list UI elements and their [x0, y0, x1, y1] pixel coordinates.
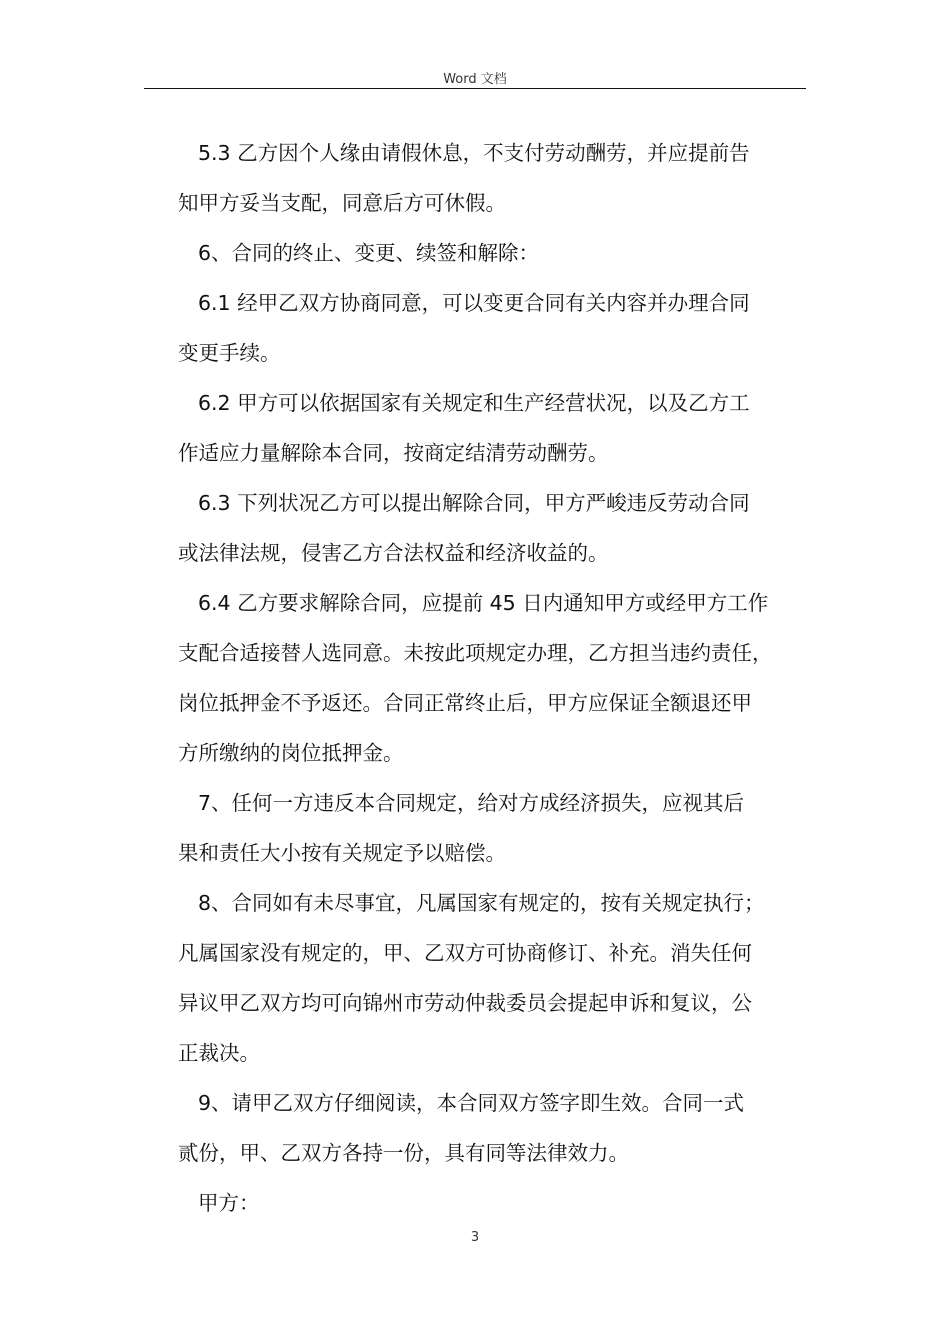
- paragraph-line: 果和责任大小按有关规定予以赔偿。: [178, 841, 506, 865]
- paragraph: [178, 778, 796, 878]
- page-number: 3: [470, 1230, 480, 1245]
- page-header-title: Word 文档: [443, 72, 507, 87]
- paragraph-line: 9、请甲乙双方仔细阅读，本合同双方签字即生效。合同一式: [198, 1091, 745, 1115]
- paragraph-line: 作适应力量解除本合同，按商定结清劳动酬劳。: [178, 441, 609, 465]
- paragraph: [178, 228, 796, 278]
- paragraph-line: 6.1 经甲乙双方协商同意，可以变更合同有关内容并办理合同: [198, 291, 750, 315]
- paragraph-line: 岗位抵押金不予返还。合同正常终止后，甲方应保证全额退还甲: [178, 691, 752, 715]
- paragraph-line: 变更手续。: [178, 341, 281, 365]
- paragraph-line: 知甲方妥当支配，同意后方可休假。: [178, 191, 506, 215]
- paragraph: [178, 128, 796, 228]
- paragraph-line: 正裁决。: [178, 1041, 260, 1065]
- paragraph-line: 贰份，甲、乙双方各持一份，具有同等法律效力。: [178, 1141, 629, 1165]
- paragraph-line: 6.3 下列状况乙方可以提出解除合同，甲方严峻违反劳动合同: [198, 491, 750, 515]
- paragraph-line: 6、合同的终止、变更、续签和解除：: [198, 241, 540, 265]
- paragraph-line: 异议甲乙双方均可向锦州市劳动仲裁委员会提起申诉和复议，公: [178, 991, 752, 1015]
- paragraph: [178, 878, 796, 1078]
- paragraph-line: 凡属国家没有规定的，甲、乙双方可协商修订、补充。消失任何: [178, 941, 752, 965]
- paragraph: [178, 478, 796, 578]
- header-divider: [144, 88, 806, 89]
- paragraph-line: 5.3 乙方因个人缘由请假休息，不支付劳动酬劳，并应提前告: [198, 141, 750, 165]
- paragraph-line: 或法律法规，侵害乙方合法权益和经济收益的。: [178, 541, 609, 565]
- paragraph-line: 8、合同如有未尽事宜，凡属国家有规定的，按有关规定执行；: [198, 891, 765, 915]
- paragraph: [178, 378, 796, 478]
- paragraph-line: 支配合适接替人选同意。未按此项规定办理，乙方担当违约责任，: [178, 641, 773, 665]
- paragraph-line: 6.2 甲方可以依据国家有关规定和生产经营状况，以及乙方工: [198, 391, 750, 415]
- paragraph: [178, 278, 796, 378]
- paragraph-line: 6.4 乙方要求解除合同，应提前 45 日内通知甲方或经甲方工作: [198, 591, 769, 615]
- paragraph-line: 7、任何一方违反本合同规定，给对方成经济损失，应视其后: [198, 791, 745, 815]
- paragraph: [178, 1178, 796, 1228]
- paragraph-line: 方所缴纳的岗位抵押金。: [178, 741, 404, 765]
- paragraph: [178, 578, 796, 778]
- paragraph: [178, 1078, 796, 1178]
- paragraph-line: 甲方：: [198, 1191, 260, 1215]
- document-body: [178, 128, 796, 1228]
